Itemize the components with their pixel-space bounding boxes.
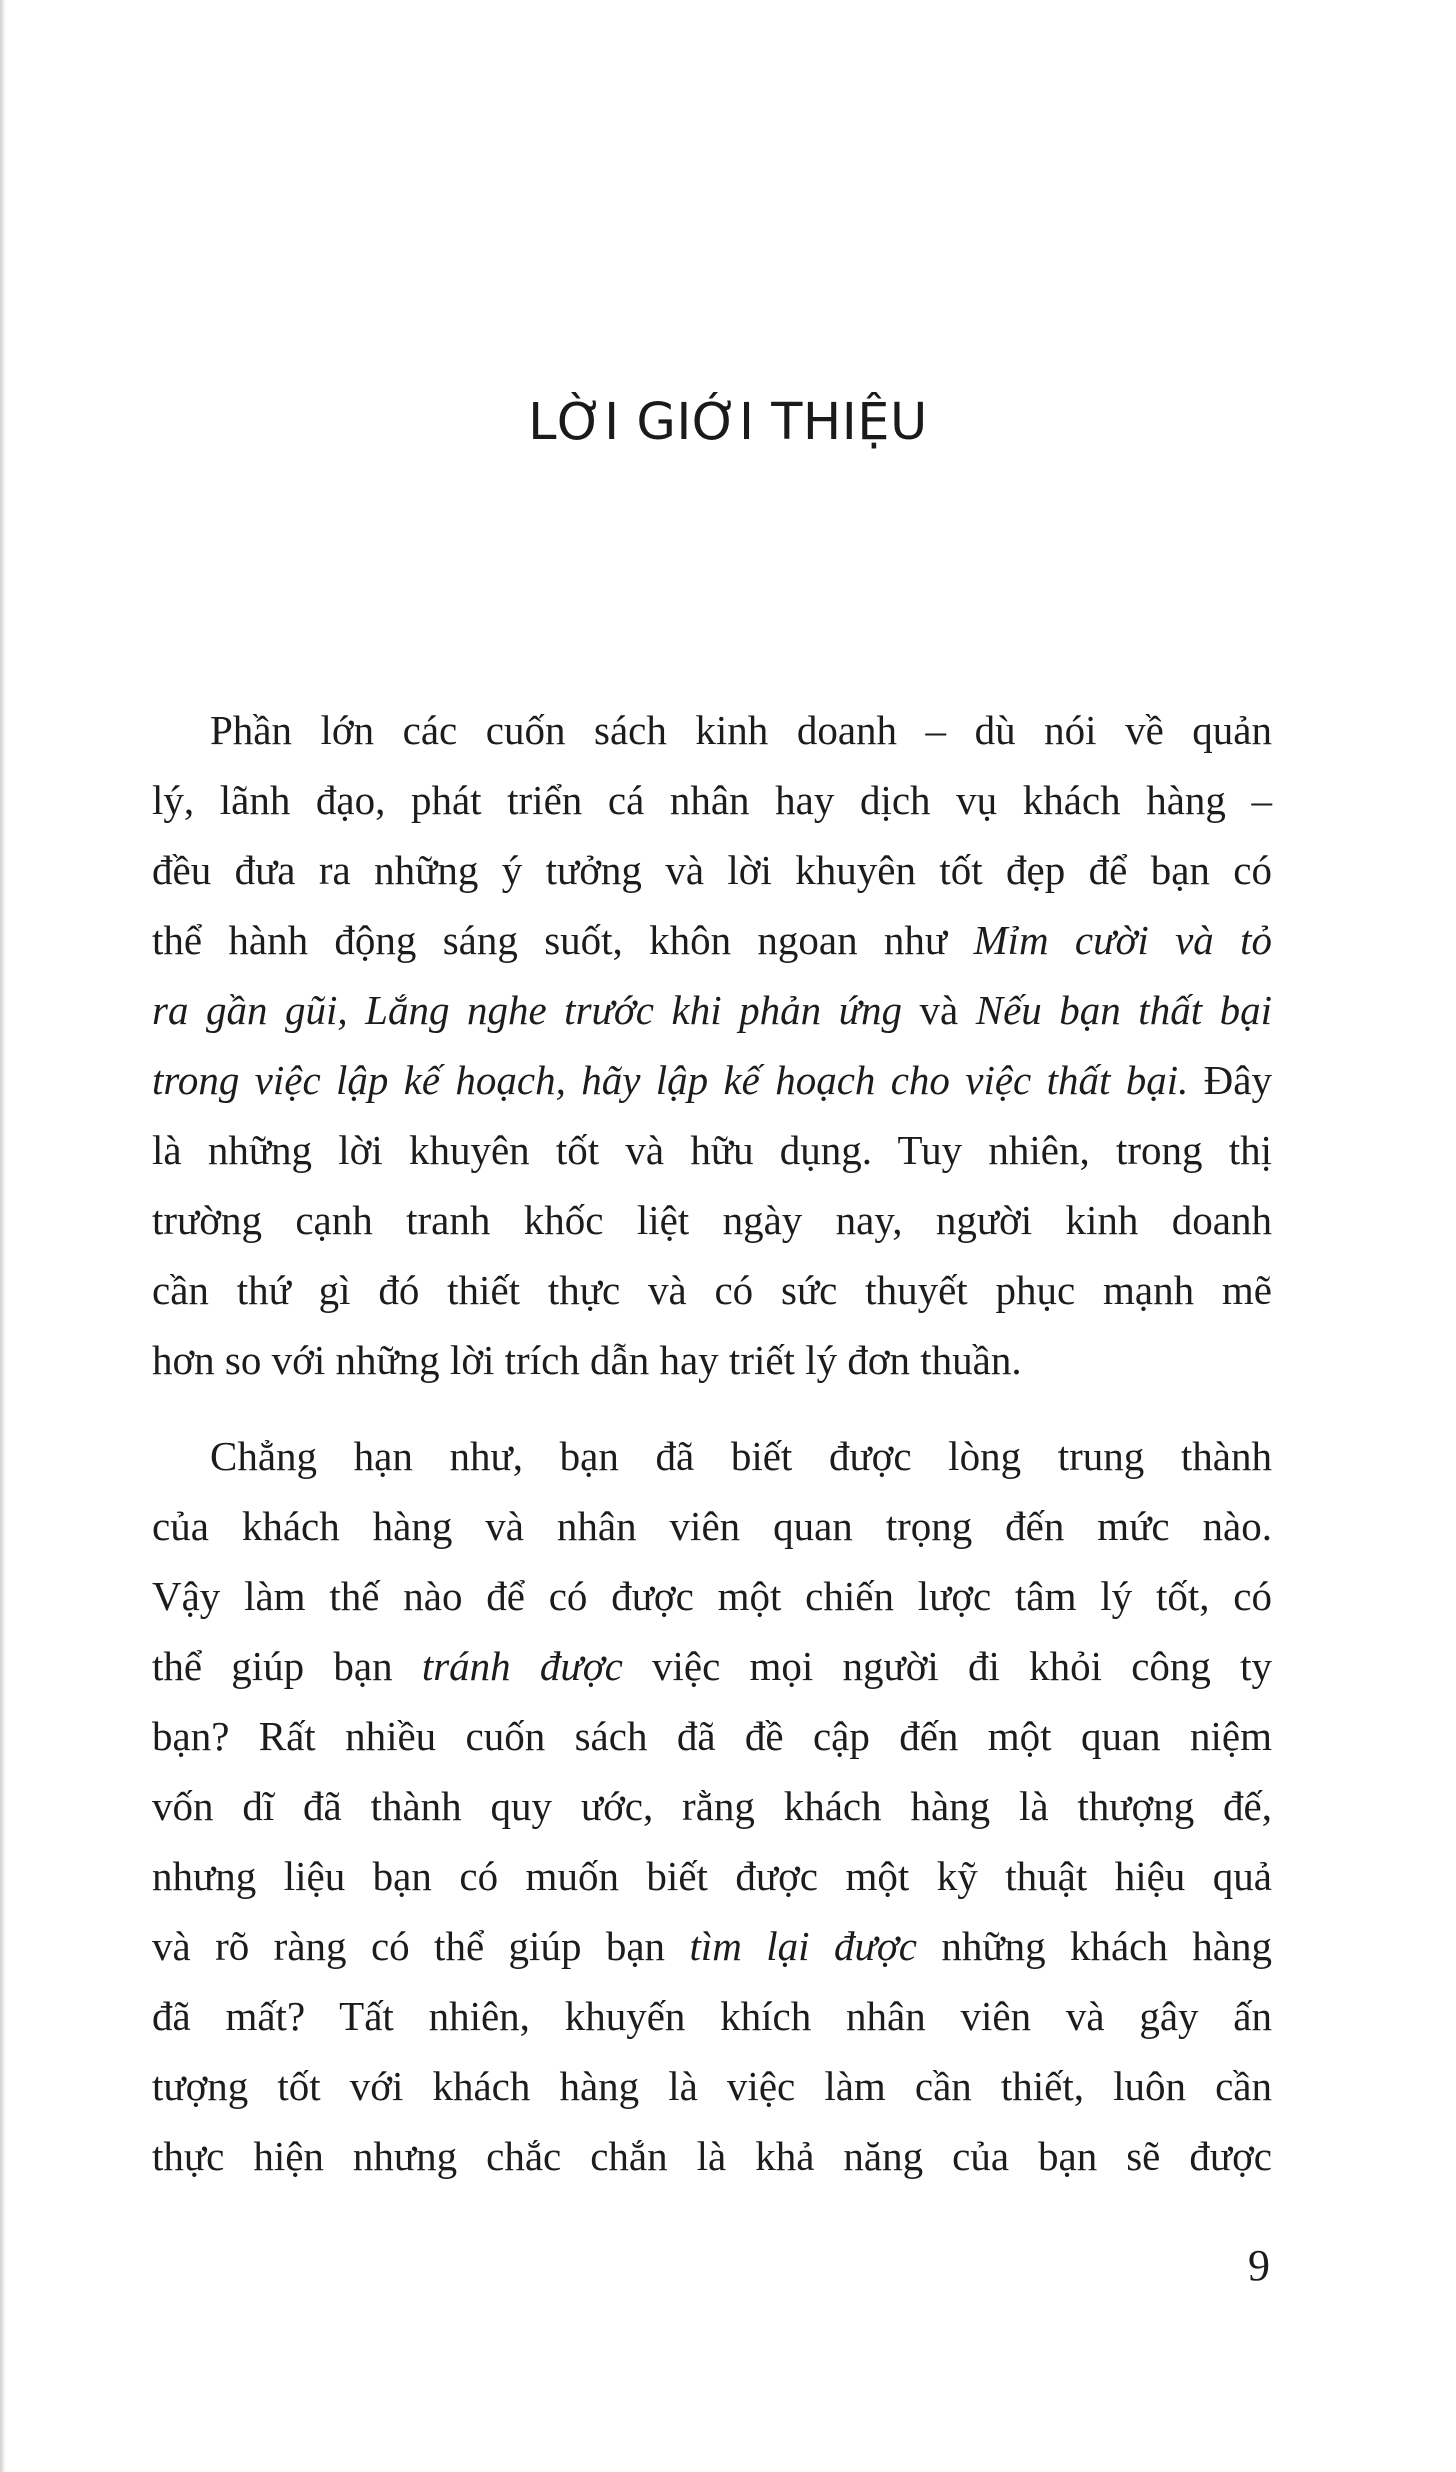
text-line: cần thứ gì đó thiết thực và có sức thuyết phục mạnh mẽ (152, 1267, 1272, 1313)
text-line: nhưng liệu bạn có muốn biết được một kỹ thuật hiệu quả (152, 1853, 1272, 1899)
italic-quote: ra gần gũi, Lắng nghe trước khi phản ứng (152, 987, 902, 1033)
text-line: Phần lớn các cuốn sách kinh doanh – dù nói về quản (210, 707, 1272, 753)
text-line: đã mất? Tất nhiên, khuyến khích nhân viên và gây ấn (152, 1993, 1272, 2039)
text-line: thực hiện nhưng chắc chắn là khả năng của bạn sẽ được (152, 2133, 1272, 2179)
text-line: hơn so với những lời trích dẫn hay triết lý đơn thuần. (152, 1337, 1022, 1383)
text-line: và rõ ràng có thể giúp bạn tìm lại được những khách hàng (152, 1923, 1272, 1969)
text-line: lý, lãnh đạo, phát triển cá nhân hay dịch vụ khách hàng – (152, 777, 1272, 823)
text-line: đều đưa ra những ý tưởng và lời khuyên tốt đẹp để bạn có (152, 847, 1272, 893)
text-line: trong việc lập kế hoạch, hãy lập kế hoạch cho việc thất bại. Đây (152, 1057, 1272, 1103)
italic-quote: Nếu bạn thất bại (975, 987, 1272, 1033)
italic-quote: trong việc lập kế hoạch, hãy lập kế hoạch cho việc thất bại. (152, 1057, 1189, 1103)
text-line: tượng tốt với khách hàng là việc làm cần thiết, luôn cần (152, 2063, 1272, 2109)
text-line: vốn dĩ đã thành quy ước, rằng khách hàng là thượng đế, (152, 1783, 1272, 1829)
text-line: của khách hàng và nhân viên quan trọng đến mức nào. (152, 1503, 1272, 1549)
text-line: trường cạnh tranh khốc liệt ngày nay, người kinh doanh (152, 1197, 1272, 1243)
text-line: Vậy làm thế nào để có được một chiến lược tâm lý tốt, có (152, 1573, 1272, 1619)
italic-emphasis: tìm lại được (689, 1923, 917, 1969)
italic-emphasis: tránh được (421, 1643, 623, 1689)
text-line: thể hành động sáng suốt, khôn ngoan như Mỉm cười và tỏ (152, 917, 1272, 963)
text-line: là những lời khuyên tốt và hữu dụng. Tuy nhiên, trong thị (152, 1127, 1272, 1173)
page-title: LỜI GIỚI THIỆU (528, 393, 928, 452)
paragraph-2 (152, 1421, 1272, 2191)
text-line: Chẳng hạn như, bạn đã biết được lòng trung thành (210, 1433, 1272, 1479)
italic-quote: Mỉm cười và tỏ (973, 917, 1272, 963)
text-line: ra gần gũi, Lắng nghe trước khi phản ứng và Nếu bạn thất bại (152, 987, 1272, 1033)
text-line: bạn? Rất nhiều cuốn sách đã đề cập đến một quan niệm (152, 1713, 1272, 1759)
page-binding-edge (0, 0, 6, 2472)
paragraph-1 (152, 695, 1272, 1395)
page-number: 9 (1248, 2241, 1270, 2290)
text-line: thể giúp bạn tránh được việc mọi người đi khỏi công ty (152, 1643, 1272, 1689)
